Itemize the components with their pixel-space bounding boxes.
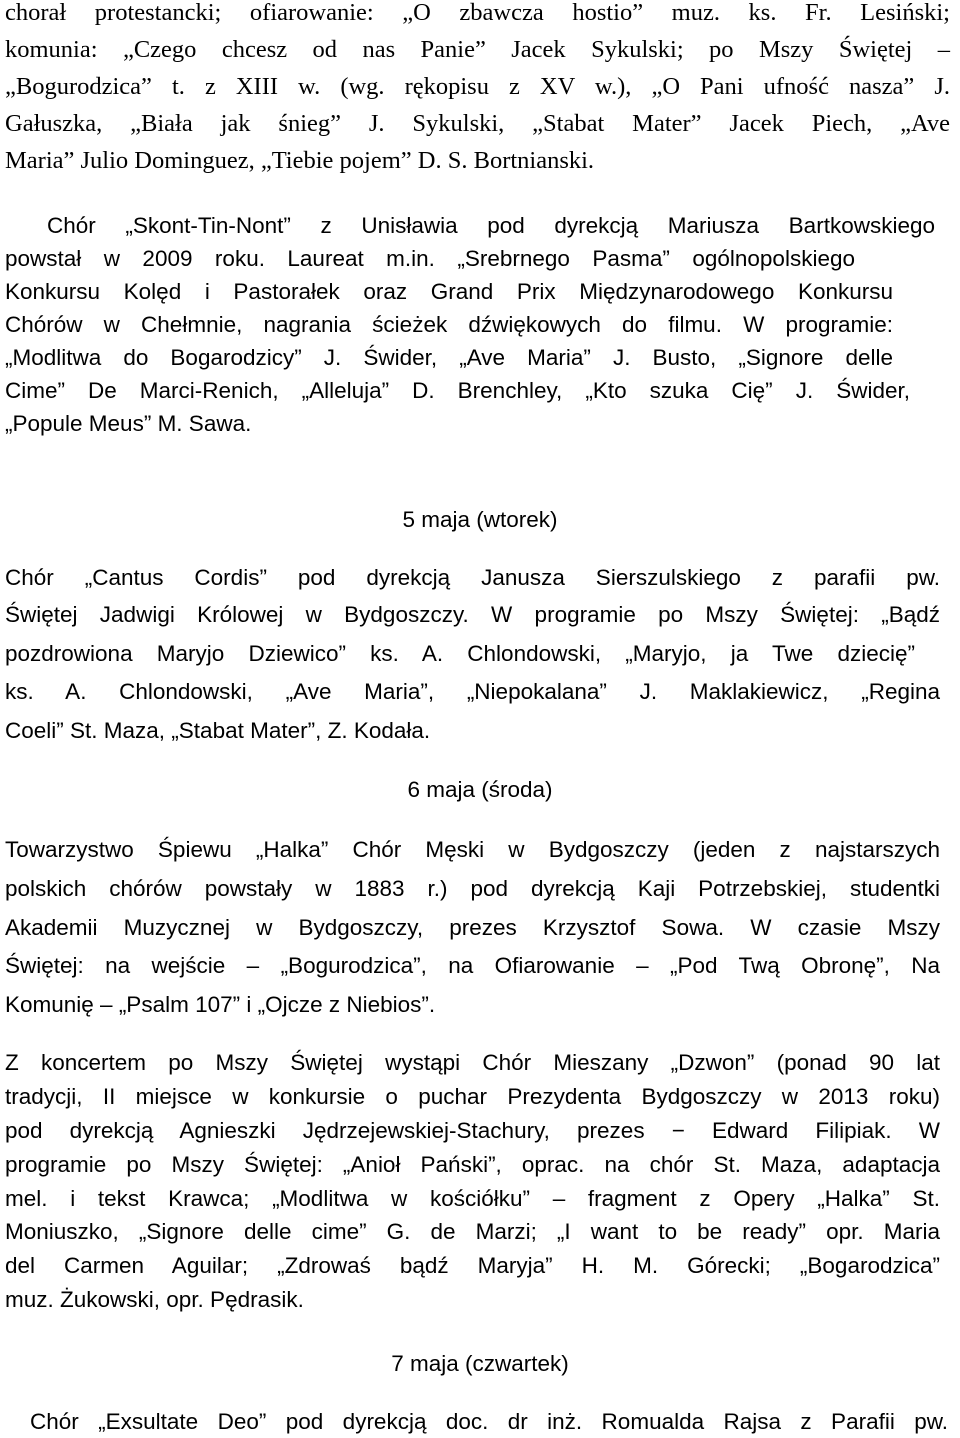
paragraph-line: komunia: „Czego chcesz od nas Panie” Jacek Sykulski; po Mszy Świętej – (5, 36, 950, 63)
paragraph-line: powstał w 2009 roku. Laureat m.in. „Srebrnego Pasma” ogólnopolskiego (5, 246, 855, 271)
paragraph-line: Coeli” St. Maza, „Stabat Mater”, Z. Kodała. (5, 718, 431, 743)
paragraph-line: Gałuszka, „Biała jak śnieg” J. Sykulski, „Stabat Mater” Jacek Piech, „Ave (5, 110, 950, 137)
paragraph-line: Chórów w Chełmnie, nagrania ścieżek dźwiękowych do filmu. W programie: (5, 312, 893, 337)
paragraph-line: mel. i tekst Krawca; „Modlitwa w kościółku” – fragment z Opery „Halka” St. (5, 1186, 940, 1211)
paragraph-line: Cime” De Marci-Renich, „Alleluja” D. Brenchley, „Kto szuka Cię” J. Świder, (5, 378, 910, 403)
date-heading: 6 maja (środa) (407, 777, 553, 802)
paragraph-line: Chór „Cantus Cordis” pod dyrekcją Janusza Sierszulskiego z parafii pw. (5, 565, 940, 590)
paragraph-line: Chór „Exsultate Deo” pod dyrekcją doc. dr inż. Romualda Rajsa z Parafii pw. (30, 1409, 948, 1434)
paragraph-line: chorał protestancki; ofiarowanie: „O zbawcza hostio” muz. ks. Fr. Lesiński; (5, 0, 950, 26)
paragraph-line: Świętej Jadwigi Królowej w Bydgoszczy. W programie po Mszy Świętej: „Bądź (5, 602, 940, 627)
paragraph-line: Z koncertem po Mszy Świętej wystąpi Chór Mieszany „Dzwon” (ponad 90 lat (5, 1050, 940, 1075)
paragraph-line: pod dyrekcją Agnieszki Jędrzejewskiej-Stachury, prezes − Edward Filipiak. W (5, 1118, 940, 1143)
paragraph-line: pozdrowiona Maryjo Dziewico” ks. A. Chlondowski, „Maryjo, ja Twe dziecię” (5, 641, 915, 666)
paragraph-line: muz. Żukowski, opr. Pędrasik. (5, 1287, 304, 1312)
date-heading: 5 maja (wtorek) (402, 507, 558, 532)
paragraph-line: Komunię – „Psalm 107” i „Ojcze z Niebios”. (5, 992, 436, 1017)
paragraph-line: Towarzystwo Śpiewu „Halka” Chór Męski w Bydgoszczy (jeden z najstarszych (5, 837, 940, 862)
paragraph-line: del Carmen Aguilar; „Zdrowaś bądź Maryja” H. M. Górecki; „Bogarodzica” (5, 1253, 940, 1278)
paragraph-line: „Modlitwa do Bogarodzicy” J. Świder, „Ave Maria” J. Busto, „Signore delle (5, 345, 893, 370)
paragraph-line: tradycji, II miejsce w konkursie o puchar Prezydenta Bydgoszczy w 2013 roku) (5, 1084, 940, 1109)
date-heading: 7 maja (czwartek) (391, 1351, 569, 1376)
paragraph-line: „Popule Meus” M. Sawa. (5, 411, 252, 436)
paragraph-line: Maria” Julio Dominguez, „Tiebie pojem” D. S. Bortnianski. (5, 147, 595, 174)
paragraph-line: polskich chórów powstały w 1883 r.) pod dyrekcją Kaji Potrzebskiej, studentki (5, 876, 940, 901)
paragraph-line: Chór „Skont-Tin-Nont” z Unisławia pod dyrekcją Mariusza Bartkowskiego (47, 213, 935, 238)
paragraph-line: Akademii Muzycznej w Bydgoszczy, prezes Krzysztof Sowa. W czasie Mszy (5, 915, 940, 940)
paragraph-line: „Bogurodzica” t. z XIII w. (wg. rękopisu z XV w.), „O Pani ufność nasza” J. (5, 73, 950, 100)
paragraph-line: programie po Mszy Świętej: „Anioł Pański”, oprac. na chór St. Maza, adaptacja (5, 1152, 940, 1177)
paragraph-line: Świętej: na wejście – „Bogurodzica”, na Ofiarowanie – „Pod Twą Obronę”, Na (5, 953, 940, 978)
paragraph-line: Konkursu Kolęd i Pastorałek oraz Grand Prix Międzynarodowego Konkursu (5, 279, 893, 304)
paragraph-line: ks. A. Chlondowski, „Ave Maria”, „Niepokalana” J. Maklakiewicz, „Regina (5, 679, 940, 704)
paragraph-line: Moniuszko, „Signore delle cime” G. de Marzi; „I want to be ready” opr. Maria (5, 1219, 940, 1244)
